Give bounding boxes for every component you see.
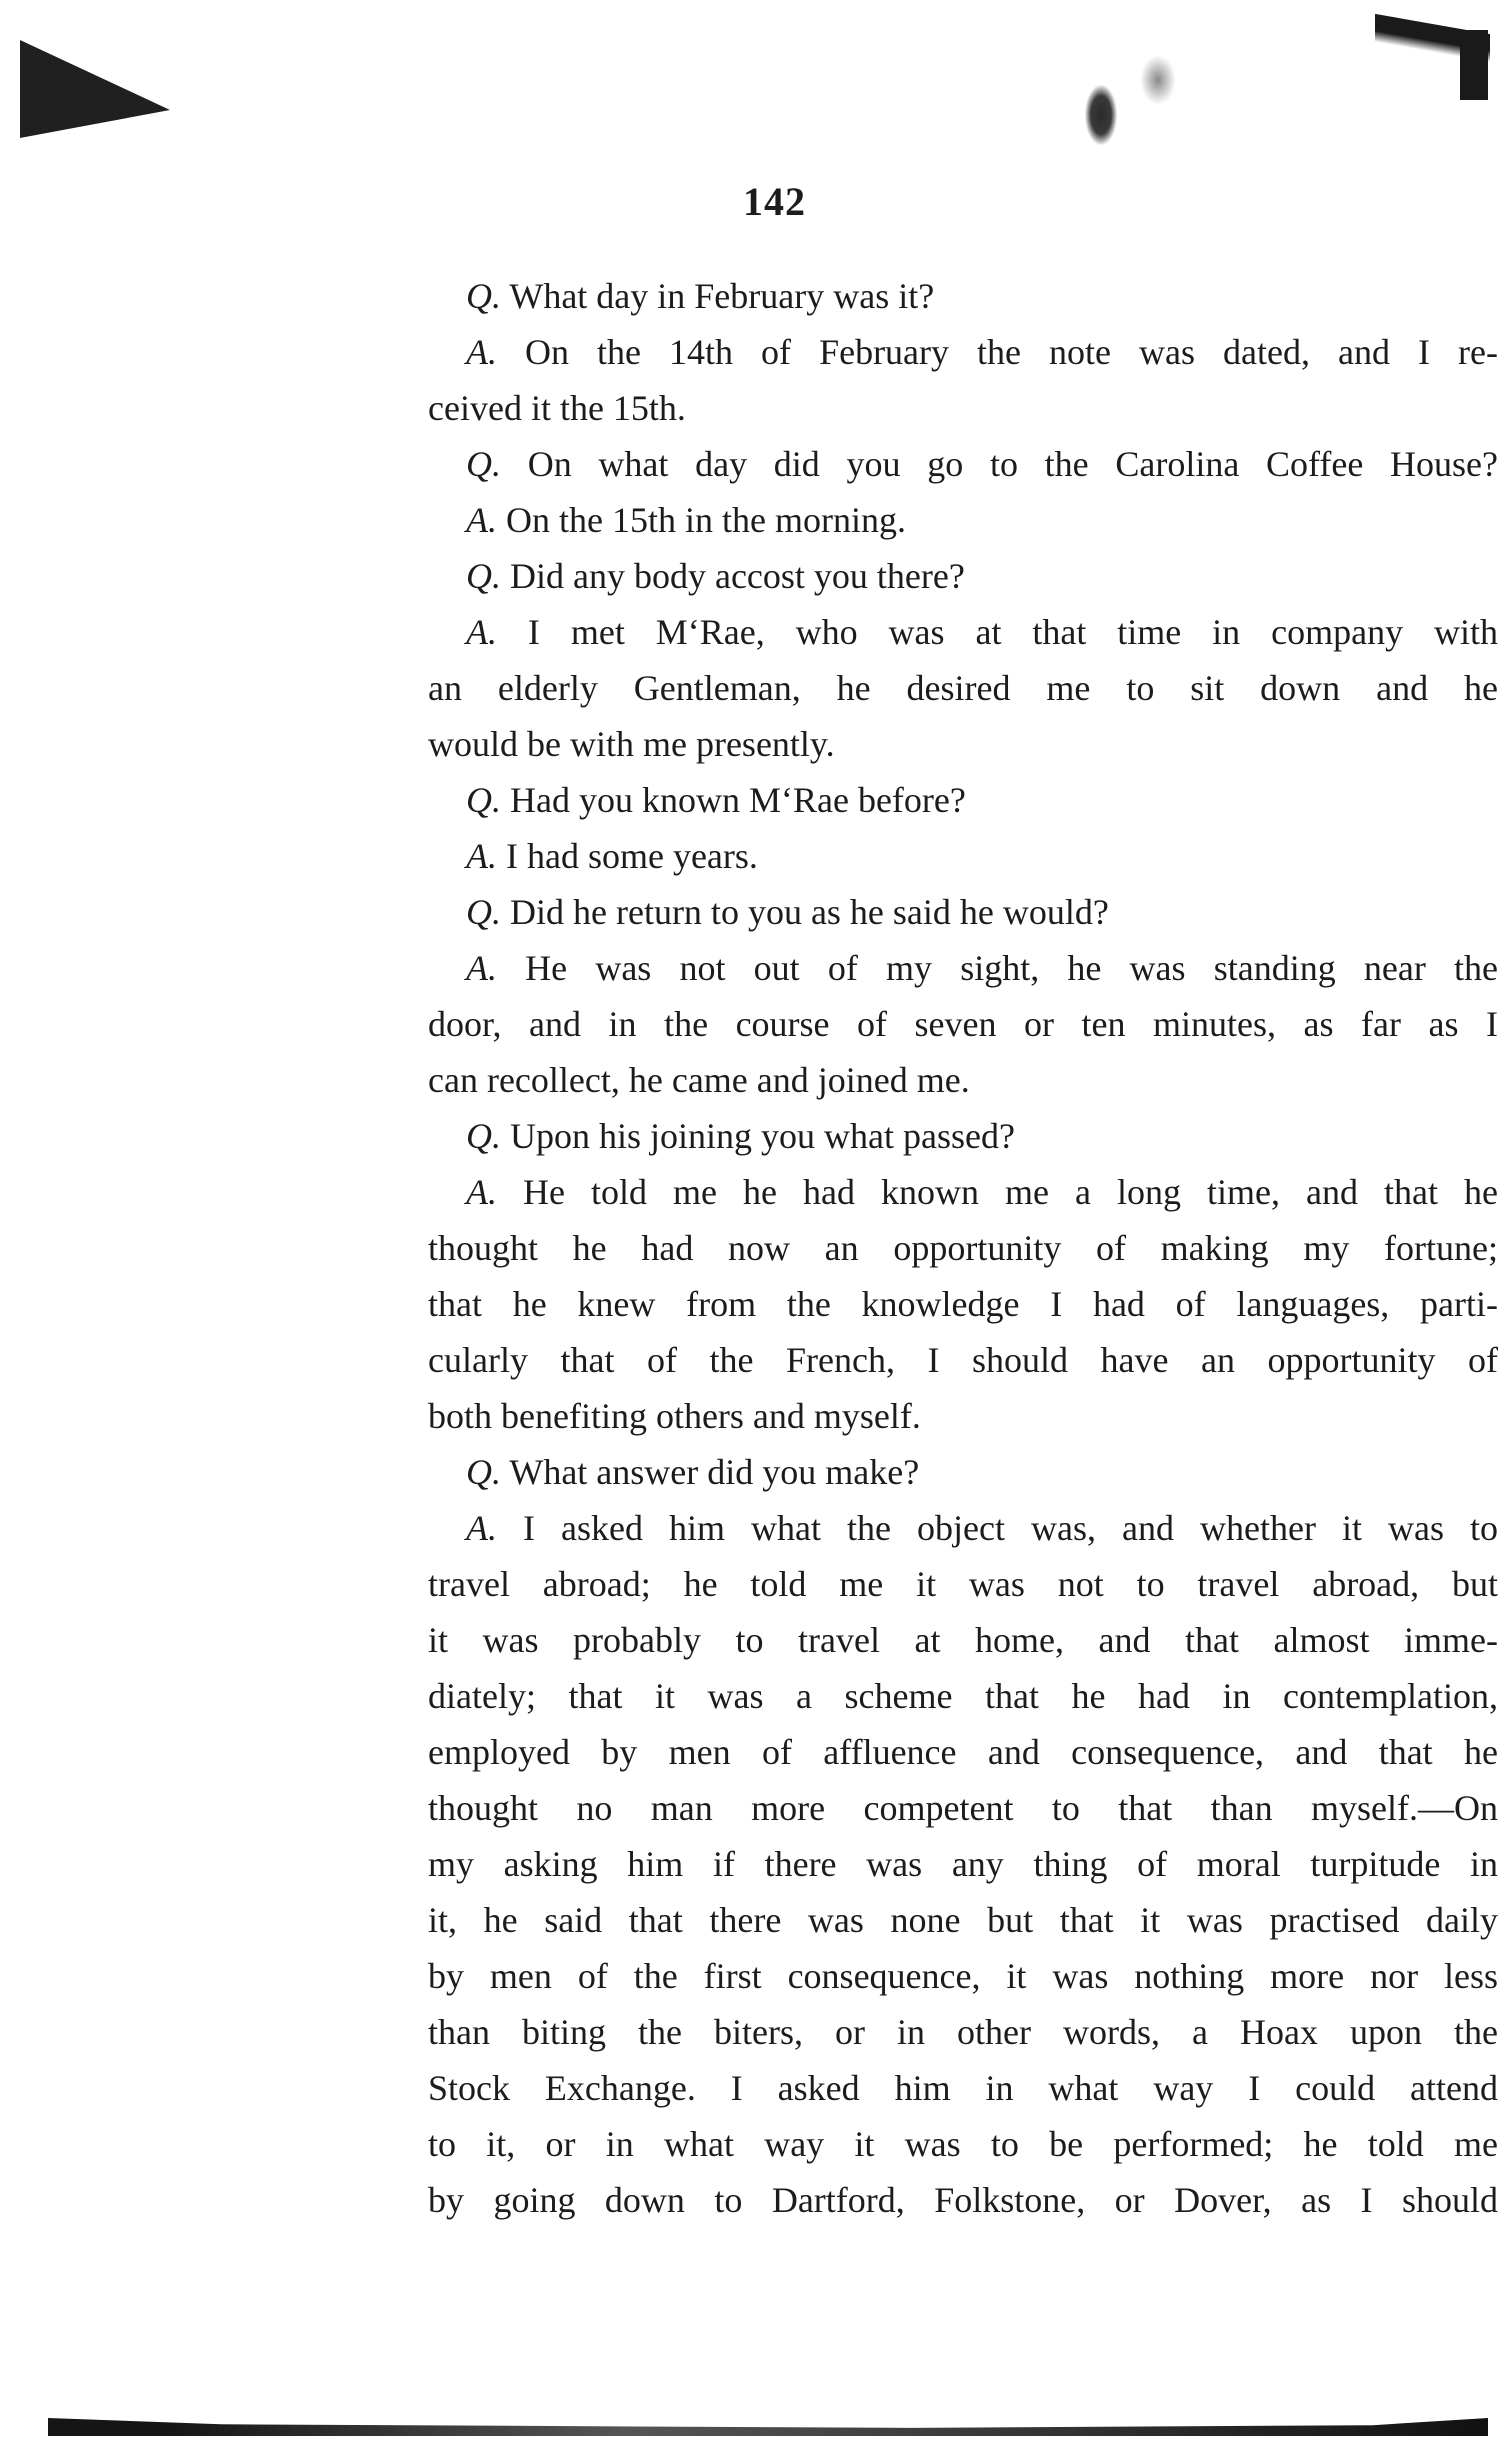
text-line: thought no man more competent to that than myself.—On xyxy=(428,1788,1498,1828)
text-line: it, he said that there was none but that it was practised daily xyxy=(428,1900,1498,1940)
answer-label: A. xyxy=(466,332,497,372)
page-number: 142 xyxy=(743,179,806,224)
scan-edge-shadow-bottom xyxy=(48,2418,1488,2436)
text-line: would be with me presently. xyxy=(428,724,835,764)
question-label: Q. xyxy=(466,780,501,820)
text-line: to it, or in what way it was to be performed; he told me xyxy=(428,2124,1498,2164)
text-line: A. I had some years. xyxy=(466,836,758,876)
ink-blot xyxy=(1085,85,1117,145)
text-line: employed by men of affluence and consequence, and that he xyxy=(428,1732,1498,1772)
text-line: it was probably to travel at home, and that almost imme- xyxy=(428,1620,1498,1660)
text-line: my asking him if there was any thing of moral turpitude in xyxy=(428,1844,1498,1884)
question-label: Q. xyxy=(466,276,501,316)
text-line: Q. What day in February was it? xyxy=(466,276,935,316)
text-line: Q. What answer did you make? xyxy=(466,1452,920,1492)
text-line: ceived it the 15th. xyxy=(428,388,686,428)
text-line: by men of the first consequence, it was nothing more nor less xyxy=(428,1956,1498,1996)
question-label: Q. xyxy=(466,892,501,932)
scan-edge-shadow-top-right-corner xyxy=(1460,30,1488,100)
text-line: Q. Had you known M‘Rae before? xyxy=(466,780,966,820)
scan-edge-shadow-top-left xyxy=(20,40,170,138)
text-line: A. He was not out of my sight, he was standing near the xyxy=(466,948,1498,988)
text-line: both benefiting others and myself. xyxy=(428,1396,921,1436)
text-line: cularly that of the French, I should have an opportunity of xyxy=(428,1340,1498,1380)
answer-label: A. xyxy=(466,1172,497,1212)
text-line: A. On the 15th in the morning. xyxy=(466,500,906,540)
answer-label: A. xyxy=(466,1508,497,1548)
answer-label: A. xyxy=(466,500,497,540)
answer-label: A. xyxy=(466,948,497,988)
text-line: Q. Upon his joining you what passed? xyxy=(466,1116,1015,1156)
text-line: Q. Did any body accost you there? xyxy=(466,556,965,596)
question-label: Q. xyxy=(466,1452,501,1492)
text-line: travel abroad; he told me it was not to travel abroad, but xyxy=(428,1564,1498,1604)
answer-label: A. xyxy=(466,612,497,652)
text-line: Stock Exchange. I asked him in what way I could attend xyxy=(428,2068,1498,2108)
body-text xyxy=(428,268,1498,2228)
question-label: Q. xyxy=(466,444,501,484)
text-line: Q. Did he return to you as he said he would? xyxy=(466,892,1109,932)
text-line: A. I met M‘Rae, who was at that time in company with xyxy=(466,612,1498,652)
ink-blot-faint xyxy=(1140,55,1176,105)
text-line: can recollect, he came and joined me. xyxy=(428,1060,970,1100)
text-line: thought he had now an opportunity of making my fortune; xyxy=(428,1228,1498,1268)
question-label: Q. xyxy=(466,1116,501,1156)
text-line: by going down to Dartford, Folkstone, or Dover, as I should xyxy=(428,2180,1498,2220)
answer-label: A. xyxy=(466,836,497,876)
text-line: diately; that it was a scheme that he had in contemplation, xyxy=(428,1676,1498,1716)
text-line: A. He told me he had known me a long time, and that he xyxy=(466,1172,1498,1212)
text-line: door, and in the course of seven or ten minutes, as far as I xyxy=(428,1004,1498,1044)
text-line: A. On the 14th of February the note was dated, and I re- xyxy=(466,332,1498,372)
text-line: that he knew from the knowledge I had of languages, parti- xyxy=(428,1284,1498,1324)
text-line: A. I asked him what the object was, and whether it was to xyxy=(466,1508,1498,1548)
text-line: Q. On what day did you go to the Carolina Coffee House? xyxy=(466,444,1498,484)
text-line: an elderly Gentleman, he desired me to sit down and he xyxy=(428,668,1498,708)
question-label: Q. xyxy=(466,556,501,596)
text-line: than biting the biters, or in other words, a Hoax upon the xyxy=(428,2012,1498,2052)
